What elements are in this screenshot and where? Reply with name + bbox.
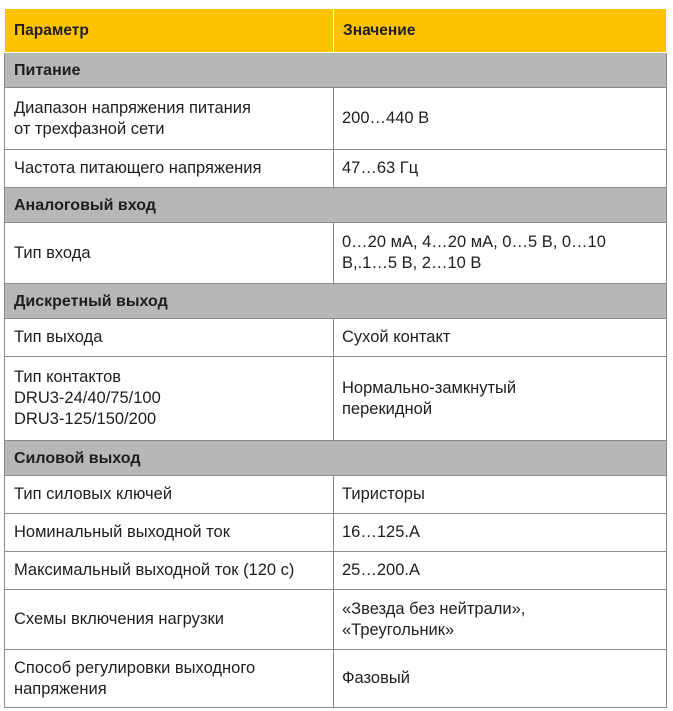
value-cell (334, 552, 667, 590)
section-header-power-output (5, 441, 667, 476)
section-header-discrete-output (5, 284, 667, 319)
param-cell (5, 476, 334, 514)
param-cell (5, 357, 334, 441)
param-cell (5, 590, 334, 650)
param-line: Частота питающего напряжения (14, 159, 262, 177)
param-cell (5, 88, 334, 150)
section-title: Дискретный выход (5, 284, 667, 319)
param-cell (5, 223, 334, 284)
table-row (5, 357, 667, 441)
value-line: «Звезда без нейтрали», (342, 599, 526, 618)
value-cell (334, 590, 667, 650)
header-value: Значение (334, 9, 667, 53)
param-line: DRU3-24/40/75/100 (14, 389, 161, 407)
param-cell (5, 514, 334, 552)
param-line: Номинальный выходной ток (14, 523, 230, 541)
section-title: Аналоговый вход (5, 188, 667, 223)
table-row (5, 514, 667, 552)
table-row (5, 476, 667, 514)
param-line: от трехфазной сети (14, 119, 165, 138)
table-row (5, 150, 667, 188)
value-line: Сухой контакт (342, 328, 451, 346)
value-cell (334, 150, 667, 188)
param-cell (5, 319, 334, 357)
table-row (5, 590, 667, 650)
param-line: Тип контактов (14, 368, 122, 386)
value-line: В,.1…5 В, 2…10 В (342, 254, 482, 272)
table-row (5, 319, 667, 357)
value-cell (334, 319, 667, 357)
value-cell (334, 650, 667, 708)
param-line: напряжения (14, 679, 107, 698)
value-cell (334, 357, 667, 441)
table-row (5, 650, 667, 708)
value-line: перекидной (342, 399, 433, 418)
table-row (5, 88, 667, 150)
value-line: Тиристоры (342, 485, 425, 503)
value-line: 0…20 мА, 4…20 мА, 0…5 В, 0…10 (342, 233, 606, 251)
param-cell (5, 552, 334, 590)
value-line: Нормально-замкнутый (342, 378, 517, 397)
section-header-power (5, 53, 667, 88)
value-line: 25…200.А (342, 561, 420, 579)
value-line: «Треугольник» (342, 620, 455, 639)
table-row (5, 223, 667, 284)
param-line: Диапазон напряжения питания (14, 98, 251, 117)
param-cell (5, 650, 334, 708)
param-line: Тип входа (14, 243, 91, 262)
param-line: Максимальный выходной ток (120 с) (14, 561, 295, 579)
param-line: DRU3-125/150/200 (14, 410, 157, 428)
header-param: Параметр (5, 9, 334, 53)
value-cell (334, 223, 667, 284)
value-line: 47…63 Гц (342, 159, 419, 177)
section-title: Питание (5, 53, 667, 88)
section-title: Силовой выход (5, 441, 667, 476)
param-line: Тип выхода (14, 328, 103, 346)
spec-table (4, 8, 667, 708)
table-row (5, 552, 667, 590)
param-line: Способ регулировки выходного (14, 658, 256, 677)
value-line: Фазовый (342, 669, 410, 687)
value-cell (334, 88, 667, 150)
value-line: 16…125.А (342, 523, 420, 541)
value-cell (334, 514, 667, 552)
section-header-analog-input (5, 188, 667, 223)
table-header-row (5, 9, 667, 53)
param-line: Тип силовых ключей (14, 485, 173, 503)
param-cell (5, 150, 334, 188)
value-line: 200…440 В (342, 109, 430, 127)
value-cell (334, 476, 667, 514)
param-line: Схемы включения нагрузки (14, 610, 224, 628)
